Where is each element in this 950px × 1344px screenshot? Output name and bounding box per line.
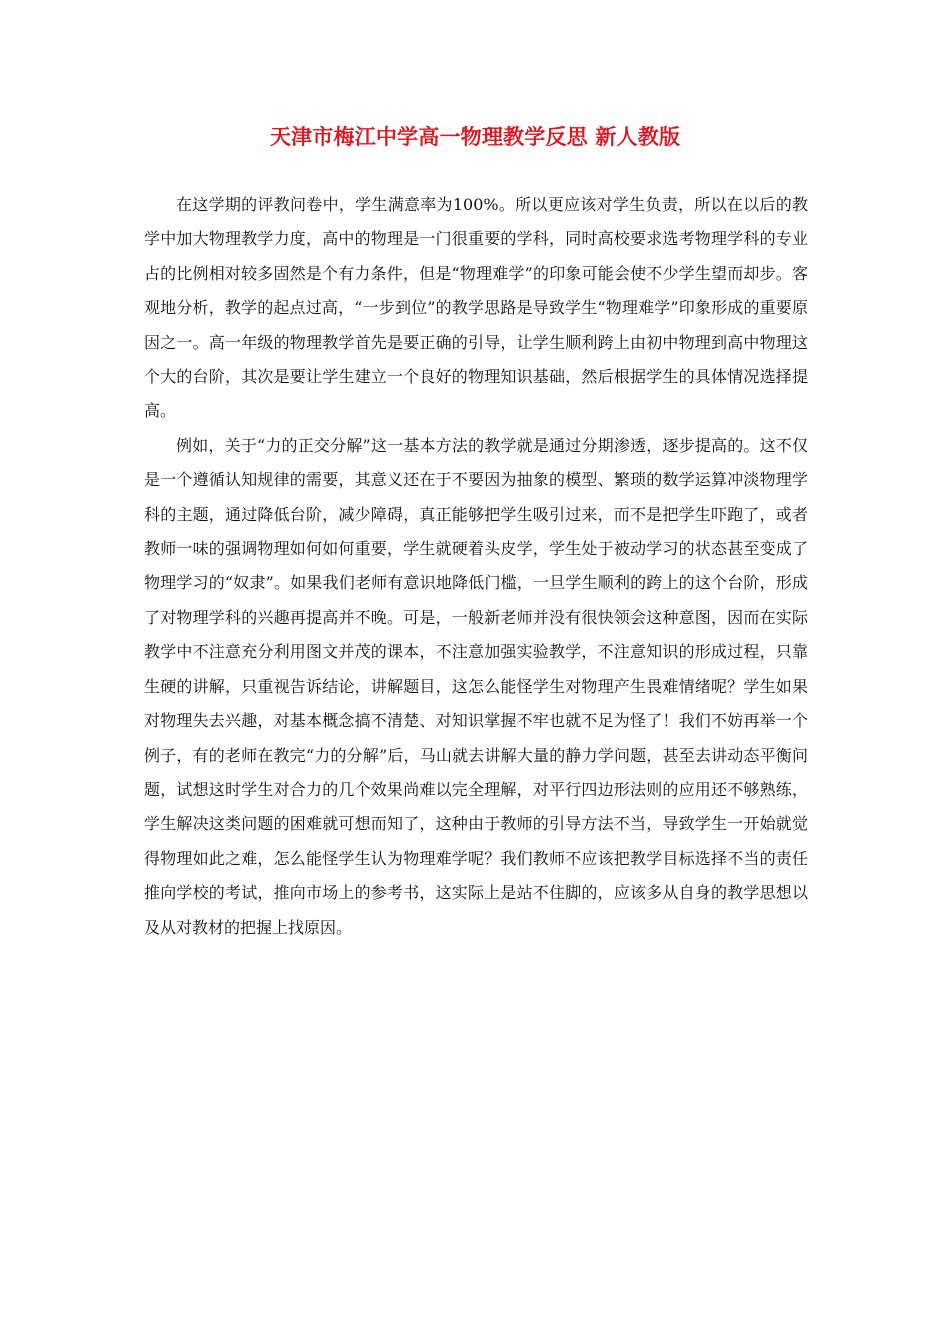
paragraph-1: 在这学期的评教问卷中，学生满意率为100%。所以更应该对学生负责，所以在以后的教学中加大物理教学力度，高中的物理是一门很重要的学科，同时高校要求选考物理学科的专业占的比例相对较多固然是个有力条件，但是“物理难学”的印象可能会使不少学生望而却步。客观地分析，教学的起点过高，“一步到位”的教学思路是导致学生“物理难学”印象形成的重要原因之一。高一年级的物理教学首先是要正确的引导，让学生顺利跨上由初中物理到高中物理这个大的台阶，其次是要让学生建立一个良好的物理知识基础，然后根据学生的具体情况选择提高。 xyxy=(144,195,808,421)
document-title: 天津市梅江中学高一物理教学反思 新人教版 xyxy=(269,124,681,149)
document-body xyxy=(144,188,808,945)
paragraph-2: 例如，关于“力的正交分解”这一基本方法的教学就是通过分期渗透，逐步提高的。这不仅是一个遵循认知规律的需要，其意义还在于不要因为抽象的模型、繁琐的数学运算冲淡物理学科的主题，通过降低台阶，减少障碍，真正能够把学生吸引过来，而不是把学生吓跑了，或者教师一味的强调物理如何如何重要，学生就硬着头皮学，学生处于被动学习的状态甚至变成了物理学习的“奴隶”。如果我们老师有意识地降低门槛，一旦学生顺利的跨上的这个台阶，形成了对物理学科的兴趣再提高并不晚。可是，一般新老师并没有很快领会这种意图，因而在实际教学中不注意充分利用图文并茂的课本，不注意加强实验教学，不注意知识的形成过程，只靠生硬的讲解，只重视告诉结论，讲解题目，这怎么能怪学生对物理产生畏难情绪呢？学生如果对物理失去兴趣，对基本概念搞不清楚、对知识掌握不牢也就不足为怪了！我们不妨再举一个例子，有的老师在教完“力的分解”后，马山就去讲解大量的静力学问题，甚至去讲动态平衡问题，试想这时学生对合力的几个效果尚难以完全理解，对平行四边形法则的应用还不够熟练，学生解决这类问题的困难就可想而知了，这种由于教师的引导方法不当，导致学生一开始就觉得物理如此之难，怎么能怪学生认为物理难学呢？我们教师不应该把教学目标选择不当的责任推向学校的考试，推向市场上的参考书，这实际上是站不住脚的，应该多从自身的教学思想以及从对教材的把握上找原因。 xyxy=(144,435,808,937)
